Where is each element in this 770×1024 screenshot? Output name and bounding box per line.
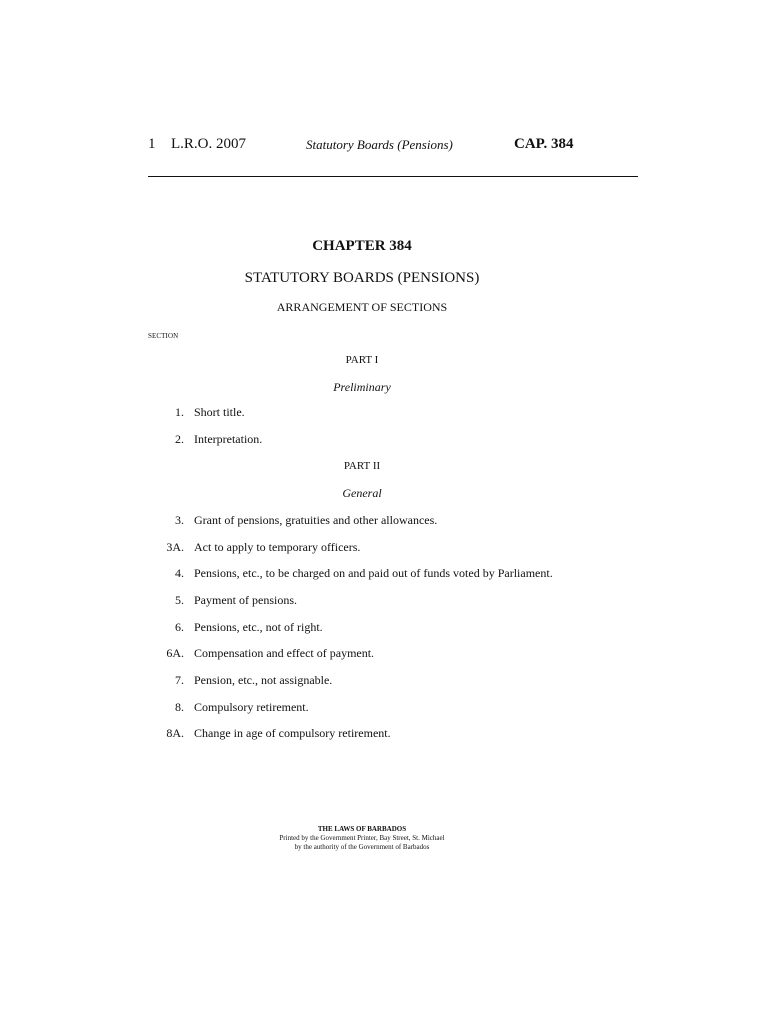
- revision-label: L.R.O. 2007: [171, 136, 246, 152]
- page-number: 1: [148, 136, 156, 152]
- footer-authority: by the authority of the Government of Barbados: [294, 843, 430, 851]
- section-number: 2.: [175, 432, 184, 446]
- section-row: [148, 566, 618, 584]
- section-title: Compensation and effect of payment.: [194, 646, 375, 660]
- part-subheading: General: [342, 486, 382, 500]
- section-number: 6.: [175, 620, 184, 634]
- page-footer: [148, 825, 576, 852]
- section-title: Act to apply to temporary officers.: [194, 540, 361, 554]
- chapter-heading: CHAPTER 384: [312, 238, 412, 254]
- act-title: STATUTORY BOARDS (PENSIONS): [244, 270, 480, 286]
- section-row: [148, 540, 618, 558]
- footer-title: THE LAWS OF BARBADOS: [317, 825, 407, 833]
- section-row: [148, 405, 618, 423]
- section-number: 5.: [175, 593, 184, 607]
- section-row: [148, 593, 618, 611]
- section-title: Grant of pensions, gratuities and other allowances.: [194, 513, 438, 527]
- section-row: [148, 513, 618, 531]
- section-number: 1.: [175, 405, 184, 419]
- section-title: Pensions, etc., to be charged on and paid out of funds voted by Parliament.: [194, 566, 553, 580]
- section-number: 6A.: [166, 646, 184, 660]
- footer-printer: Printed by the Government Printer, Bay Street, St. Michael: [279, 834, 445, 842]
- arrangement-heading: ARRANGEMENT OF SECTIONS: [276, 300, 448, 314]
- section-row: [148, 620, 618, 638]
- section-title: Compulsory retirement.: [194, 700, 309, 714]
- section-number: 8A.: [166, 726, 184, 740]
- section-number: 7.: [175, 673, 184, 687]
- section-row: [148, 700, 618, 718]
- running-title: Statutory Boards (Pensions): [306, 137, 453, 152]
- section-title: Pensions, etc., not of right.: [194, 620, 323, 634]
- part-heading: PART II: [343, 460, 381, 472]
- section-title: Payment of pensions.: [194, 593, 297, 607]
- section-row: [148, 673, 618, 691]
- section-row: [148, 726, 618, 744]
- section-number: 3A.: [166, 540, 184, 554]
- section-title: Change in age of compulsory retirement.: [194, 726, 391, 740]
- part-heading: PART I: [345, 354, 379, 366]
- section-title: Pension, etc., not assignable.: [194, 673, 333, 687]
- section-row: [148, 646, 618, 664]
- section-number: 3.: [175, 513, 184, 527]
- section-column-label: SECTION: [148, 332, 179, 340]
- page-header: [148, 136, 638, 158]
- cap-number: CAP. 384: [514, 136, 574, 152]
- section-number: 4.: [175, 566, 184, 580]
- section-number: 8.: [175, 700, 184, 714]
- section-title: Interpretation.: [194, 432, 263, 446]
- part-subheading: Preliminary: [333, 380, 391, 394]
- section-title: Short title.: [194, 405, 245, 419]
- header-divider: [148, 176, 638, 177]
- section-row: [148, 432, 618, 450]
